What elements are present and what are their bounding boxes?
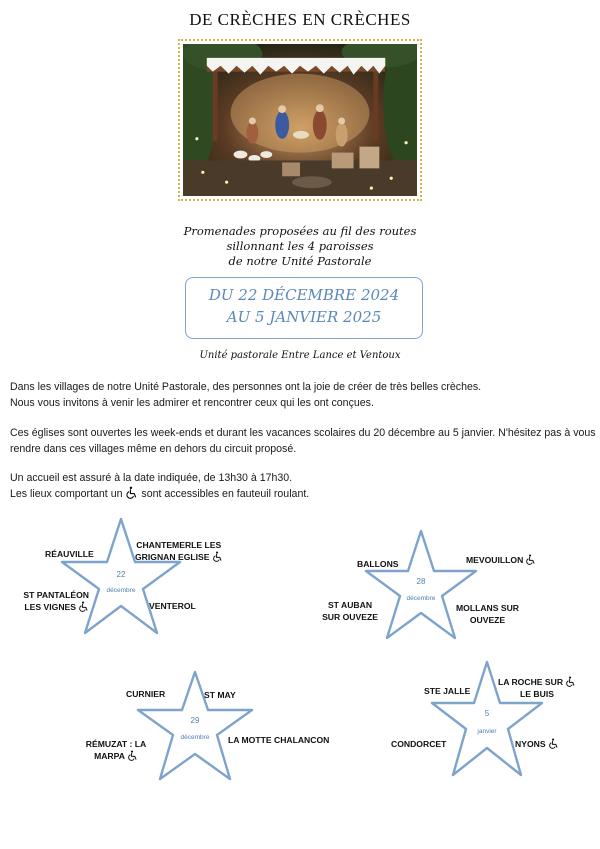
place-chantemerle-line-2-text: GRIGNAN EGLISE: [135, 552, 210, 562]
place-remuzat-line-2: [76, 750, 156, 762]
place-mevouillon-text: MEVOUILLON: [466, 555, 524, 565]
place-chantemerle-line-1: CHANTEMERLE LES: [136, 540, 222, 550]
place-remuzat: [76, 738, 156, 762]
place-la-roche-line-1-text: LA ROCHE SUR: [497, 677, 564, 687]
place-st-pantaleon-line-2: [4, 601, 89, 613]
place-reauville: RÉAUVILLE: [45, 549, 94, 559]
star-29-december: [0, 668, 360, 788]
date-line-1: DU 22 DÉCEMBRE 2024: [208, 286, 400, 304]
place-la-roche-line-1: [492, 676, 582, 688]
star-day: 22: [116, 570, 126, 579]
intro-line-2: Nous vous invitons à venir les admirer et rencontrer ceux qui les ont conçues.: [10, 397, 374, 409]
subtitle: [0, 224, 600, 269]
accessibility-note-after: sont accessibles en fauteuil roulant.: [141, 488, 310, 500]
pastoral-unit-name: Unité pastorale Entre Lance et Ventoux: [199, 350, 401, 361]
wheelchair-icon: [125, 486, 138, 499]
star-day: 28: [416, 577, 426, 586]
star-day: 29: [190, 716, 200, 725]
place-la-roche-sur-le-buis: [492, 676, 582, 700]
place-ballons: BALLONS: [357, 559, 399, 569]
place-condorcet: CONDORCET: [391, 739, 447, 749]
star-5-january: [360, 658, 600, 788]
intro-paragraph: [10, 379, 596, 411]
star-month: décembre: [180, 734, 210, 741]
wheelchair-icon: [212, 551, 223, 562]
place-mollans-line-2: OUVEZE: [469, 615, 506, 625]
place-remuzat-line-1: RÉMUZAT : LA: [85, 739, 147, 749]
place-curnier: CURNIER: [126, 689, 166, 699]
welcome-hours: Un accueil est assuré à la date indiquée, de 13h30 à 17h30.: [10, 472, 293, 484]
star-month: décembre: [106, 587, 136, 594]
star-28-december: [300, 527, 600, 647]
accessibility-note: [10, 486, 596, 502]
place-nyons-text: NYONS: [515, 739, 546, 749]
star-day: 5: [484, 709, 490, 718]
place-chantemerle-line-2: [135, 551, 223, 563]
place-st-auban: [320, 599, 380, 623]
wheelchair-icon: [78, 601, 89, 612]
page-title: DE CRÈCHES EN CRÈCHES: [189, 10, 411, 29]
date-line-2: AU 5 JANVIER 2025: [226, 308, 382, 326]
star-month: janvier: [477, 728, 497, 735]
place-st-may: ST MAY: [204, 690, 236, 700]
place-st-auban-line-2: SUR OUVEZE: [322, 612, 378, 622]
place-la-roche-line-2: LE BUIS: [520, 689, 554, 699]
place-venterol: VENTEROL: [149, 601, 196, 611]
wheelchair-icon: [127, 750, 138, 761]
star-22-december: [0, 515, 300, 645]
wheelchair-icon: [525, 554, 536, 565]
accessibility-note-before: Les lieux comportant un: [10, 488, 123, 500]
subtitle-line-3: de notre Unité Pastorale: [228, 254, 372, 268]
opening-text: Ces églises sont ouvertes les week-ends et durant les vacances scolaires du 20 décembre au 5 janvier. N'hésitez pas à vous rendre dans ces villages même en dehors du circuit proposé.: [10, 427, 596, 455]
place-chantemerle: [135, 539, 223, 563]
place-st-auban-line-1: ST AUBAN: [327, 600, 373, 610]
welcome-paragraph: [10, 470, 596, 502]
wheelchair-icon: [565, 676, 576, 687]
place-st-pantaleon: [4, 589, 89, 613]
date-range-box: [185, 277, 423, 339]
wheelchair-icon: [548, 738, 559, 749]
place-st-pantaleon-line-2-text: LES VIGNES: [24, 602, 76, 612]
intro-line-1: Dans les villages de notre Unité Pastorale, des personnes ont la joie de créer de très belles crèches.: [10, 381, 482, 393]
subtitle-line-2: sillonnant les 4 paroisses: [226, 239, 374, 253]
subtitle-line-1: Promenades proposées au fil des routes: [183, 224, 417, 238]
nativity-photo: [178, 39, 422, 201]
opening-paragraph: [10, 425, 596, 457]
place-st-pantaleon-line-1: ST PANTALÉON: [23, 590, 89, 600]
star-month: décembre: [406, 595, 436, 602]
nativity-scene-icon: [183, 44, 417, 196]
place-mollans: [450, 602, 525, 626]
place-remuzat-line-2-text: MARPA: [94, 751, 125, 761]
place-ste-jalle: STE JALLE: [424, 686, 471, 696]
place-la-motte-chalancon: LA MOTTE CHALANCON: [228, 735, 330, 745]
place-nyons: [515, 738, 559, 750]
place-mevouillon: [466, 554, 536, 566]
place-mollans-line-1: MOLLANS SUR: [455, 603, 520, 613]
star-shape: [134, 668, 256, 784]
